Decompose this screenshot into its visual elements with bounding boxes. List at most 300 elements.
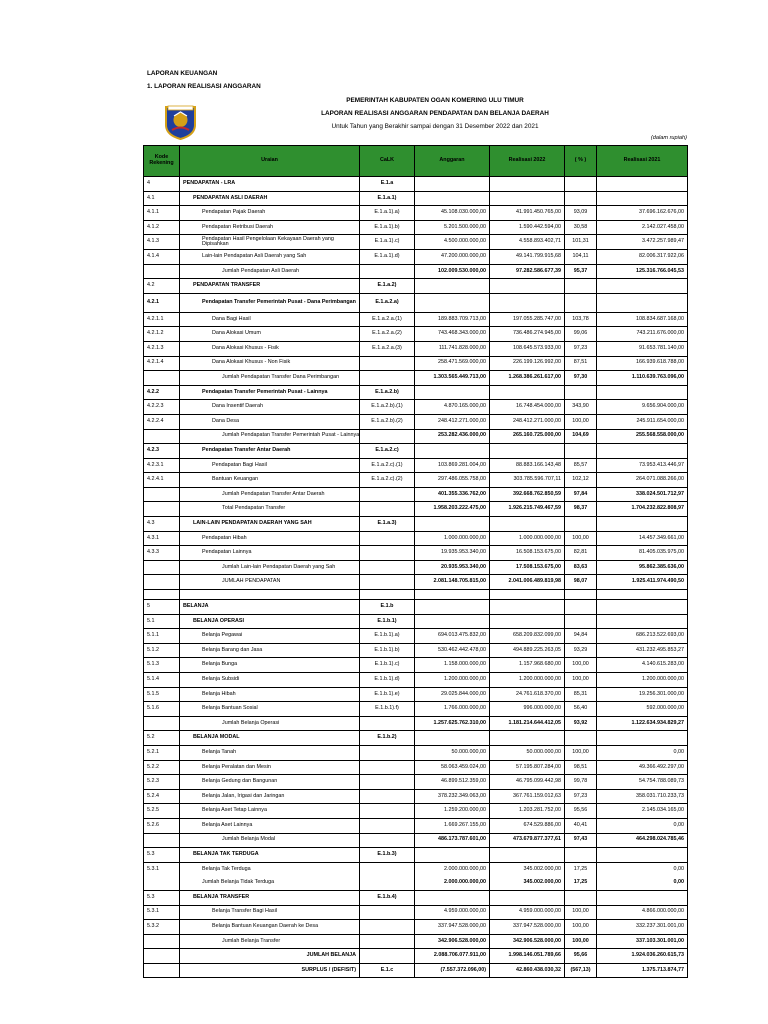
cell-realisasi-2021: 4.866.000.000,00 <box>597 905 688 920</box>
table-row <box>144 890 688 905</box>
cell-realisasi-2022 <box>490 890 565 905</box>
cell-code: 5.1.3 <box>144 658 180 673</box>
table-row <box>144 905 688 920</box>
cell-calk: E.1.a.2.b).(2) <box>360 414 415 429</box>
cell-percent: 17,25 <box>565 876 597 890</box>
cell-code: 5.3.2 <box>144 920 180 935</box>
cell-realisasi-2022: 4.558.893.402,71 <box>490 235 565 250</box>
cell-realisasi-2022: 265.160.725.000,00 <box>490 429 565 444</box>
cell-percent <box>565 600 597 615</box>
cell-realisasi-2021: 255.568.558.000,00 <box>597 429 688 444</box>
cell-calk: E.1.b.4) <box>360 890 415 905</box>
cell-realisasi-2021: 0,00 <box>597 818 688 833</box>
cell-realisasi-2022 <box>490 177 565 192</box>
cell-code: 4.1.4 <box>144 249 180 264</box>
cell-calk: E.1.b.1).f) <box>360 702 415 717</box>
cell-percent: 99,06 <box>565 327 597 342</box>
cell-calk: E.1.a.2.a) <box>360 293 415 312</box>
cell-uraian: Dana Alokasi Khusus - Fisik <box>180 341 360 356</box>
cell-realisasi-2022: 1.181.214.644.412,05 <box>490 716 565 731</box>
cell-realisasi-2022: 49.141.799.915,68 <box>490 249 565 264</box>
cell-uraian: BELANJA TAK TERDUGA <box>180 848 360 863</box>
cell-code <box>144 876 180 890</box>
cell-anggaran: 2.081.148.705.815,00 <box>415 575 490 590</box>
cell-anggaran <box>415 590 490 600</box>
cell-realisasi-2021 <box>597 385 688 400</box>
cell-uraian: Belanja Peralatan dan Mesin <box>180 760 360 775</box>
cell-uraian: BELANJA OPERASI <box>180 614 360 629</box>
cell-code: 4.3.1 <box>144 531 180 546</box>
cell-code: 4.2.1.2 <box>144 327 180 342</box>
cell-calk <box>360 590 415 600</box>
cell-anggaran <box>415 731 490 746</box>
cell-code: 5.2 <box>144 731 180 746</box>
cell-code: 4.2 <box>144 279 180 294</box>
cell-code: 4.2.3.1 <box>144 458 180 473</box>
table-row <box>144 658 688 673</box>
cell-realisasi-2022: 473.679.877.377,61 <box>490 833 565 848</box>
cell-code <box>144 934 180 949</box>
cell-uraian: Belanja Bantuan Keuangan Daerah ke Desa <box>180 920 360 935</box>
cell-realisasi-2022: 392.668.762.850,59 <box>490 487 565 502</box>
cell-calk: E.1.b.2) <box>360 731 415 746</box>
cell-anggaran: (7.557.372.096,00) <box>415 963 490 978</box>
table-row <box>144 760 688 775</box>
cell-realisasi-2022: 367.761.159.012,63 <box>490 789 565 804</box>
cell-anggaran: 486.173.787.601,00 <box>415 833 490 848</box>
cell-percent <box>565 614 597 629</box>
cell-percent: 100,00 <box>565 905 597 920</box>
cell-realisasi-2022: 4.959.000.000,00 <box>490 905 565 920</box>
cell-anggaran: 1.766.000.000,00 <box>415 702 490 717</box>
cell-realisasi-2021: 125.316.766.045,53 <box>597 264 688 279</box>
cell-realisasi-2021: 1.704.232.822.808,97 <box>597 502 688 517</box>
cell-uraian: JUMLAH BELANJA <box>180 949 360 964</box>
cell-uraian: Belanja Tanah <box>180 745 360 760</box>
cell-code: 5.1.1 <box>144 629 180 644</box>
col-header-percent: ( % ) <box>565 146 597 177</box>
cell-percent: 94,84 <box>565 629 597 644</box>
cell-code <box>144 560 180 575</box>
cell-realisasi-2021: 431.232.495.853,27 <box>597 643 688 658</box>
cell-calk <box>360 429 415 444</box>
cell-percent: 100,00 <box>565 531 597 546</box>
cell-uraian <box>180 590 360 600</box>
cell-calk: E.1.a.2.b) <box>360 385 415 400</box>
cell-code <box>144 487 180 502</box>
cell-percent: 93,29 <box>565 643 597 658</box>
cell-realisasi-2022: 2.041.006.489.819,98 <box>490 575 565 590</box>
cell-realisasi-2022 <box>490 385 565 400</box>
cell-percent: 101,31 <box>565 235 597 250</box>
cell-realisasi-2022: 342.906.528.000,00 <box>490 934 565 949</box>
cell-uraian: Pendapatan Transfer Pemerintah Pusat - Lainnya <box>180 385 360 400</box>
col-header-anggaran: Anggaran <box>415 146 490 177</box>
cell-anggaran: 102.009.530.000,00 <box>415 264 490 279</box>
col-header-realisasi-2021: Realisasi 2021 <box>597 146 688 177</box>
cell-realisasi-2022 <box>490 444 565 459</box>
cell-uraian: Pendapatan Transfer Pemerintah Pusat - Dana Perimbangan <box>180 293 360 312</box>
cell-realisasi-2022 <box>490 848 565 863</box>
table-row <box>144 673 688 688</box>
table-row <box>144 177 688 192</box>
table-row <box>144 279 688 294</box>
cell-realisasi-2021: 3.472.257.989,47 <box>597 235 688 250</box>
cell-code: 4.2.2.3 <box>144 400 180 415</box>
government-title: PEMERINTAH KABUPATEN OGAN KOMERING ULU TIMUR <box>346 97 524 104</box>
cell-realisasi-2022 <box>490 279 565 294</box>
cell-anggaran: 530.462.442.478,00 <box>415 643 490 658</box>
table-row <box>144 934 688 949</box>
cell-realisasi-2021: 337.103.301.001,00 <box>597 934 688 949</box>
cell-uraian: Belanja Pegawai <box>180 629 360 644</box>
cell-anggaran <box>415 177 490 192</box>
cell-calk: E.1.a.2.c).(1) <box>360 458 415 473</box>
cell-calk <box>360 531 415 546</box>
cell-realisasi-2021: 166.939.618.788,00 <box>597 356 688 371</box>
cell-uraian: Belanja Hibah <box>180 687 360 702</box>
cell-code <box>144 264 180 279</box>
cell-realisasi-2021: 0,00 <box>597 876 688 890</box>
cell-realisasi-2021 <box>597 848 688 863</box>
cell-code: 5.1.6 <box>144 702 180 717</box>
cell-anggaran <box>415 600 490 615</box>
cell-realisasi-2022: 17.508.153.675,00 <box>490 560 565 575</box>
cell-realisasi-2021: 19.256.301.000,00 <box>597 687 688 702</box>
cell-realisasi-2021: 1.110.639.763.096,00 <box>597 371 688 386</box>
cell-uraian: Belanja Transfer Bagi Hasil <box>180 905 360 920</box>
cell-code: 4.3 <box>144 517 180 532</box>
cell-code <box>144 949 180 964</box>
table-row <box>144 429 688 444</box>
cell-uraian: BELANJA TRANSFER <box>180 890 360 905</box>
cell-realisasi-2021: 95.862.385.636,00 <box>597 560 688 575</box>
cell-realisasi-2022: 1.157.968.680,00 <box>490 658 565 673</box>
cell-percent <box>565 177 597 192</box>
cell-realisasi-2021: 81.405.035.975,00 <box>597 546 688 561</box>
cell-uraian: Jumlah Pendapatan Asli Daerah <box>180 264 360 279</box>
cell-uraian: Belanja Subsidi <box>180 673 360 688</box>
cell-calk: E.1.b.1).b) <box>360 643 415 658</box>
cell-realisasi-2021 <box>597 614 688 629</box>
cell-code: 4.2.1.1 <box>144 312 180 327</box>
cell-uraian: BELANJA MODAL <box>180 731 360 746</box>
cell-percent: 98,37 <box>565 502 597 517</box>
cell-code: 4.2.2 <box>144 385 180 400</box>
cell-realisasi-2021: 1.924.036.260.615,73 <box>597 949 688 964</box>
cell-uraian: Jumlah Belanja Transfer <box>180 934 360 949</box>
cell-realisasi-2022: 16.748.454.000,00 <box>490 400 565 415</box>
cell-anggaran: 1.259.200.000,00 <box>415 804 490 819</box>
cell-code: 5.2.1 <box>144 745 180 760</box>
cell-realisasi-2022: 50.000.000,00 <box>490 745 565 760</box>
cell-realisasi-2021: 49.366.492.297,00 <box>597 760 688 775</box>
cell-calk: E.1.c <box>360 963 415 978</box>
cell-code: 4.2.1.3 <box>144 341 180 356</box>
cell-realisasi-2022: 24.761.618.370,00 <box>490 687 565 702</box>
cell-percent: 85,57 <box>565 458 597 473</box>
cell-realisasi-2022: 1.926.215.749.467,59 <box>490 502 565 517</box>
cell-anggaran: 258.471.569.000,00 <box>415 356 490 371</box>
table-row <box>144 220 688 235</box>
table-row <box>144 560 688 575</box>
table-row <box>144 312 688 327</box>
col-header-realisasi-2022: Realisasi 2022 <box>490 146 565 177</box>
table-row <box>144 804 688 819</box>
table-row <box>144 206 688 221</box>
cell-code: 4.2.4.1 <box>144 473 180 488</box>
cell-realisasi-2021: 1.200.000.000,00 <box>597 673 688 688</box>
cell-realisasi-2022: 494.889.225.263,05 <box>490 643 565 658</box>
cell-anggaran: 1.958.203.222.475,00 <box>415 502 490 517</box>
cell-uraian: Bantuan Keuangan <box>180 473 360 488</box>
cell-anggaran: 297.486.055.758,00 <box>415 473 490 488</box>
cell-uraian: Dana Desa <box>180 414 360 429</box>
cell-calk: E.1.a.2) <box>360 279 415 294</box>
cell-uraian: JUMLAH PENDAPATAN <box>180 575 360 590</box>
cell-anggaran <box>415 890 490 905</box>
cell-code: 4 <box>144 177 180 192</box>
table-row <box>144 371 688 386</box>
cell-percent: 40,41 <box>565 818 597 833</box>
cell-realisasi-2022: 674.529.886,00 <box>490 818 565 833</box>
cell-realisasi-2022 <box>490 600 565 615</box>
table-row <box>144 614 688 629</box>
cell-percent: 343,90 <box>565 400 597 415</box>
cell-calk: E.1.b <box>360 600 415 615</box>
cell-percent: 95,56 <box>565 804 597 819</box>
cell-code: 5.1 <box>144 614 180 629</box>
cell-percent <box>565 444 597 459</box>
cell-uraian: Jumlah Pendapatan Transfer Pemerintah Pusat - Lainnya <box>180 429 360 444</box>
cell-realisasi-2022: 658.209.832.099,00 <box>490 629 565 644</box>
cell-calk <box>360 876 415 890</box>
cell-calk <box>360 949 415 964</box>
cell-realisasi-2021: 1.925.411.974.490,50 <box>597 575 688 590</box>
cell-code <box>144 371 180 386</box>
cell-code <box>144 575 180 590</box>
cell-calk <box>360 905 415 920</box>
cell-calk: E.1.a.2.a.(3) <box>360 341 415 356</box>
cell-uraian: Total Pendapatan Transfer <box>180 502 360 517</box>
cell-anggaran: 253.282.436.000,00 <box>415 429 490 444</box>
cell-realisasi-2022: 345.002.000,00 <box>490 876 565 890</box>
cell-code: 5.2.4 <box>144 789 180 804</box>
cell-uraian: SURPLUS / (DEFISIT) <box>180 963 360 978</box>
cell-realisasi-2022: 42.860.438.030,32 <box>490 963 565 978</box>
table-row <box>144 702 688 717</box>
cell-code: 4.2.3 <box>144 444 180 459</box>
cell-anggaran: 1.257.625.762.310,00 <box>415 716 490 731</box>
cell-percent: 95,37 <box>565 264 597 279</box>
cell-anggaran <box>415 614 490 629</box>
cell-percent: 98,07 <box>565 575 597 590</box>
cell-anggaran: 248.412.271.000,00 <box>415 414 490 429</box>
cell-percent: 82,81 <box>565 546 597 561</box>
cell-percent: (567,13) <box>565 963 597 978</box>
cell-anggaran: 19.935.953.340,00 <box>415 546 490 561</box>
cell-code: 5.1.4 <box>144 673 180 688</box>
cell-percent <box>565 293 597 312</box>
cell-anggaran <box>415 385 490 400</box>
cell-realisasi-2021: 0,00 <box>597 862 688 876</box>
cell-calk <box>360 789 415 804</box>
cell-calk: E.1.a.1) <box>360 191 415 206</box>
cell-percent: 93,09 <box>565 206 597 221</box>
cell-realisasi-2022 <box>490 731 565 746</box>
table-row <box>144 949 688 964</box>
cell-uraian: Jumlah Belanja Operasi <box>180 716 360 731</box>
cell-uraian: Jumlah Pendapatan Transfer Dana Perimbangan <box>180 371 360 386</box>
col-header-kode: Kode Rekening <box>144 146 180 177</box>
cell-anggaran: 743.468.343.000,00 <box>415 327 490 342</box>
table-row <box>144 235 688 250</box>
table-row <box>144 716 688 731</box>
cell-realisasi-2022: 1.000.000.000,00 <box>490 531 565 546</box>
cell-realisasi-2021: 1.375.713.874,77 <box>597 963 688 978</box>
cell-code: 5.3 <box>144 848 180 863</box>
cell-percent: 102,12 <box>565 473 597 488</box>
table-row <box>144 249 688 264</box>
cell-calk: E.1.b.1).a) <box>360 629 415 644</box>
cell-realisasi-2021: 1.122.634.934.829,27 <box>597 716 688 731</box>
cell-code: 4.2.2.4 <box>144 414 180 429</box>
cell-realisasi-2021 <box>597 600 688 615</box>
cell-code: 5.2.2 <box>144 760 180 775</box>
cell-code: 5 <box>144 600 180 615</box>
col-header-uraian: Uraian <box>180 146 360 177</box>
cell-realisasi-2022 <box>490 191 565 206</box>
cell-code: 4.1.1 <box>144 206 180 221</box>
cell-anggaran: 103.869.281.004,00 <box>415 458 490 473</box>
cell-realisasi-2021 <box>597 590 688 600</box>
cell-anggaran: 2.000.000.000,00 <box>415 862 490 876</box>
cell-realisasi-2021: 743.211.676.000,00 <box>597 327 688 342</box>
table-row <box>144 963 688 978</box>
budget-realization-table <box>143 145 688 978</box>
cell-uraian: Belanja Barang dan Jasa <box>180 643 360 658</box>
cell-anggaran <box>415 444 490 459</box>
table-row <box>144 920 688 935</box>
cell-uraian: Belanja Bunga <box>180 658 360 673</box>
cell-anggaran: 5.201.500.000,00 <box>415 220 490 235</box>
currency-unit-note: (dalam rupiah) <box>650 135 687 141</box>
cell-percent: 100,00 <box>565 658 597 673</box>
cell-calk <box>360 264 415 279</box>
cell-uraian: Dana Bagi Hasil <box>180 312 360 327</box>
cell-realisasi-2022: 1.590.442.594,00 <box>490 220 565 235</box>
cell-percent: 95,66 <box>565 949 597 964</box>
cell-anggaran: 20.935.953.340,00 <box>415 560 490 575</box>
cell-uraian: Pendapatan Bagi Hasil <box>180 458 360 473</box>
cell-calk <box>360 716 415 731</box>
cell-percent <box>565 385 597 400</box>
table-row <box>144 400 688 415</box>
table-row <box>144 264 688 279</box>
cell-calk: E.1.b.1).c) <box>360 658 415 673</box>
cell-percent: 98,51 <box>565 760 597 775</box>
cell-realisasi-2022: 108.645.573.933,00 <box>490 341 565 356</box>
cell-realisasi-2021: 2.142.027.458,00 <box>597 220 688 235</box>
cell-realisasi-2022: 46.795.099.442,98 <box>490 775 565 790</box>
cell-anggaran: 189.883.709.713,00 <box>415 312 490 327</box>
cell-percent <box>565 590 597 600</box>
cell-uraian: Jumlah Pendapatan Transfer Antar Daerah <box>180 487 360 502</box>
cell-realisasi-2021: 686.213.522.693,00 <box>597 629 688 644</box>
cell-percent: 97,30 <box>565 371 597 386</box>
cell-realisasi-2022: 197.055.285.747,00 <box>490 312 565 327</box>
cell-uraian: Pendapatan Pajak Daerah <box>180 206 360 221</box>
cell-anggaran: 4.500.000.000,00 <box>415 235 490 250</box>
cell-realisasi-2022: 1.268.386.261.617,00 <box>490 371 565 386</box>
cell-anggaran <box>415 517 490 532</box>
cell-calk: E.1.b.1).e) <box>360 687 415 702</box>
cell-realisasi-2021: 9.656.904.000,00 <box>597 400 688 415</box>
cell-realisasi-2021: 82.006.317.922,06 <box>597 249 688 264</box>
cell-percent: 97,23 <box>565 341 597 356</box>
table-row <box>144 341 688 356</box>
cell-realisasi-2022: 88.883.166.143,48 <box>490 458 565 473</box>
cell-calk <box>360 371 415 386</box>
cell-code <box>144 716 180 731</box>
cell-percent <box>565 890 597 905</box>
cell-realisasi-2022: 97.282.586.677,39 <box>490 264 565 279</box>
report-title: LAPORAN REALISASI ANGGARAN PENDAPATAN DAN BELANJA DAERAH <box>321 110 549 117</box>
cell-realisasi-2021 <box>597 279 688 294</box>
cell-uraian: Belanja Bantuan Sosial <box>180 702 360 717</box>
cell-realisasi-2021: 108.834.687.168,00 <box>597 312 688 327</box>
table-row <box>144 848 688 863</box>
cell-realisasi-2021: 592.000.000,00 <box>597 702 688 717</box>
cell-anggaran: 111.741.828.000,00 <box>415 341 490 356</box>
cell-realisasi-2021: 54.754.788.089,73 <box>597 775 688 790</box>
cell-realisasi-2021: 245.911.654.000,00 <box>597 414 688 429</box>
table-row <box>144 643 688 658</box>
table-row <box>144 385 688 400</box>
cell-calk: E.1.a.1).c) <box>360 235 415 250</box>
cell-calk: E.1.a.1).d) <box>360 249 415 264</box>
table-row <box>144 731 688 746</box>
table-row <box>144 876 688 890</box>
cell-realisasi-2022: 996.000.000,00 <box>490 702 565 717</box>
cell-percent: 104,69 <box>565 429 597 444</box>
table-row <box>144 444 688 459</box>
cell-uraian: Dana Insentif Daerah <box>180 400 360 415</box>
cell-anggaran: 337.947.528.000,00 <box>415 920 490 935</box>
cell-realisasi-2022: 337.947.528.000,00 <box>490 920 565 935</box>
cell-uraian: Belanja Jalan, Irigasi dan Jaringan <box>180 789 360 804</box>
cell-calk <box>360 760 415 775</box>
cell-uraian: LAIN-LAIN PENDAPATAN DAERAH YANG SAH <box>180 517 360 532</box>
cell-realisasi-2021: 73.953.413.446,97 <box>597 458 688 473</box>
table-row <box>144 575 688 590</box>
cell-code <box>144 429 180 444</box>
cell-realisasi-2021: 464.298.024.785,46 <box>597 833 688 848</box>
cell-calk <box>360 745 415 760</box>
cell-anggaran: 1.200.000.000,00 <box>415 673 490 688</box>
table-row <box>144 600 688 615</box>
cell-uraian: Jumlah Belanja Tidak Terduga <box>180 876 360 890</box>
cell-code <box>144 502 180 517</box>
cell-realisasi-2021: 264.071.088.266,00 <box>597 473 688 488</box>
table-row <box>144 414 688 429</box>
table-row <box>144 629 688 644</box>
cell-realisasi-2022: 1.200.000.000,00 <box>490 673 565 688</box>
cell-realisasi-2022: 16.508.153.675,00 <box>490 546 565 561</box>
cell-realisasi-2021 <box>597 177 688 192</box>
cell-percent: 87,51 <box>565 356 597 371</box>
cell-realisasi-2022: 736.486.274.945,00 <box>490 327 565 342</box>
